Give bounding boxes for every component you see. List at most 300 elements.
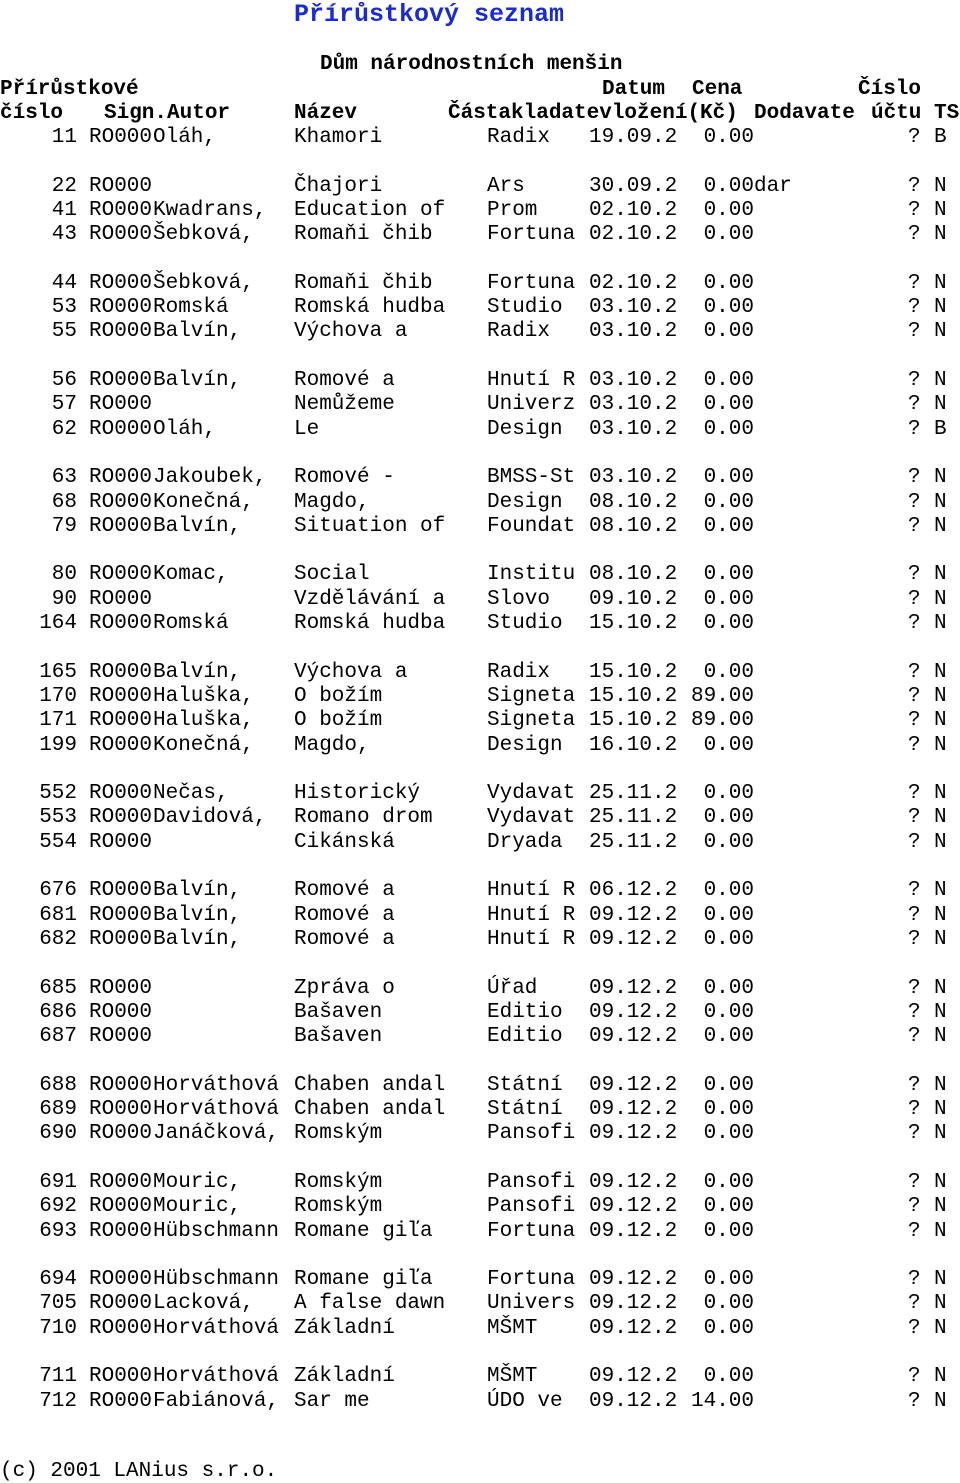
header-dodavatel: Dodavate: [754, 102, 855, 125]
cell-cislo: 57: [51, 393, 77, 417]
cell-ts: N: [934, 612, 947, 635]
cell-cislo-uctu: ?: [908, 1195, 921, 1219]
cell-nakladatel: Úřad: [487, 976, 538, 1000]
list-row: [0, 199, 960, 223]
cell-ts: N: [934, 1219, 947, 1243]
cell-cena: 0.00: [703, 174, 754, 198]
list-row: [0, 1317, 960, 1341]
cell-cena: 0.00: [703, 126, 754, 149]
list-row: [0, 588, 960, 612]
cell-cislo: 22: [51, 174, 77, 198]
cell-datum: 25.11.2: [589, 782, 678, 806]
cell-cislo: 691: [39, 1170, 77, 1194]
cell-cislo: 694: [39, 1268, 77, 1292]
cell-nazev: Chaben andal: [294, 1073, 446, 1097]
cell-nakladatel: Dryada: [487, 830, 563, 854]
header-uctu: účtu: [871, 102, 922, 125]
cell-signatura: RO000: [89, 1268, 153, 1292]
cell-cislo-uctu: ?: [908, 320, 921, 344]
cell-datum: 09.10.2: [589, 587, 678, 611]
cell-cislo-uctu: ?: [908, 174, 921, 198]
cell-signatura: RO000: [89, 830, 153, 854]
list-row: [0, 563, 960, 587]
cell-autor: Balvín,: [153, 320, 242, 344]
list-row: [0, 369, 960, 393]
cell-cena: 0.00: [703, 1098, 754, 1121]
cell-nakladatel: Státní: [487, 1073, 563, 1097]
cell-ts: N: [934, 1389, 947, 1413]
cell-datum: 16.10.2: [589, 733, 678, 757]
cell-autor: Balvín,: [153, 514, 242, 538]
list-row: [0, 661, 960, 685]
cell-ts: N: [934, 466, 947, 490]
cell-autor: Lacková,: [153, 1292, 254, 1316]
cell-signatura: RO000: [89, 879, 153, 903]
cell-ts: N: [934, 1316, 947, 1340]
list-row: [0, 612, 960, 636]
cell-signatura: RO000: [89, 490, 153, 514]
header-datum: Datum: [602, 78, 666, 101]
cell-cislo: 686: [39, 1000, 77, 1024]
cell-cislo-uctu: ?: [908, 879, 921, 903]
cell-nakladatel: Slovo: [487, 587, 551, 611]
list-row: [0, 1098, 960, 1122]
cell-cena: 0.00: [703, 563, 754, 587]
cell-datum: 08.10.2: [589, 490, 678, 514]
cell-datum: 09.12.2: [589, 1316, 678, 1340]
list-row: [0, 515, 960, 539]
cell-ts: N: [934, 709, 947, 733]
cell-nakladatel: Radix: [487, 320, 551, 344]
cell-cislo: 79: [51, 514, 77, 538]
cell-cena: 0.00: [703, 927, 754, 951]
cell-nazev: Historický: [294, 782, 421, 806]
list-row: [0, 806, 960, 830]
cell-nakladatel: Univerz: [487, 393, 576, 417]
cell-autor: Jakoubek,: [153, 466, 267, 490]
cell-ts: N: [934, 830, 947, 854]
cell-datum: 09.12.2: [589, 1195, 678, 1219]
cell-datum: 06.12.2: [589, 879, 678, 903]
cell-signatura: RO000: [89, 1365, 153, 1389]
cell-ts: N: [934, 1365, 947, 1389]
list-row: [0, 1171, 960, 1195]
cell-signatura: RO000: [89, 514, 153, 538]
header-prirustkove: Přírůstkové: [0, 78, 139, 101]
cell-cislo: 693: [39, 1219, 77, 1243]
cell-datum: 03.10.2: [589, 393, 678, 417]
cell-autor: Fabiánová,: [153, 1389, 280, 1413]
list-row: [0, 1025, 960, 1049]
cell-nazev: Romaňi čhib: [294, 223, 433, 247]
cell-cena: 0.00: [703, 1316, 754, 1340]
cell-datum: 09.12.2: [589, 1073, 678, 1097]
cell-datum: 09.12.2: [589, 1292, 678, 1316]
cell-signatura: RO000: [89, 733, 153, 757]
header-ts: TS: [934, 102, 960, 125]
cell-signatura: RO000: [89, 466, 153, 490]
header-cislo-uctu: Číslo: [858, 78, 922, 101]
cell-nazev: Nemůžeme: [294, 393, 395, 417]
cell-ts: N: [934, 903, 947, 927]
cell-signatura: RO000: [89, 684, 153, 708]
cell-cena: 0.00: [703, 612, 754, 635]
cell-cena: 0.00: [703, 223, 754, 247]
cell-datum: 08.10.2: [589, 563, 678, 587]
cell-nakladatel: Univers: [487, 1292, 576, 1316]
cell-ts: N: [934, 174, 947, 198]
cell-autor: Balvín,: [153, 660, 242, 684]
cell-cena: 0.00: [703, 369, 754, 392]
cell-ts: B: [934, 417, 947, 441]
header-cena: Cena: [692, 78, 743, 101]
cell-autor: Romská: [153, 296, 229, 320]
page-subtitle: Dům národnostních menšin: [320, 53, 623, 76]
cell-nazev: Vzdělávání a: [294, 587, 446, 611]
cell-nakladatel: Editio: [487, 1025, 563, 1049]
cell-nazev: Základní: [294, 1365, 395, 1389]
cell-datum: 09.12.2: [589, 1389, 678, 1413]
cell-datum: 09.12.2: [589, 976, 678, 1000]
cell-cislo: 710: [39, 1316, 77, 1340]
cell-ts: N: [934, 223, 947, 247]
cell-cislo: 553: [39, 806, 77, 830]
cell-nazev: Education of: [294, 198, 446, 222]
cell-cislo: 80: [51, 563, 77, 587]
cell-cislo-uctu: ?: [908, 733, 921, 757]
cell-datum: 09.12.2: [589, 1268, 678, 1292]
cell-nakladatel: Design: [487, 417, 563, 441]
cell-cena: 0.00: [703, 660, 754, 684]
cell-nazev: Romaňi čhib: [294, 271, 433, 295]
cell-signatura: RO000: [89, 1000, 153, 1024]
cell-ts: N: [934, 296, 947, 320]
cell-datum: 25.11.2: [589, 830, 678, 854]
cell-autor: Konečná,: [153, 490, 254, 514]
cell-nazev: Romové a: [294, 879, 395, 903]
cell-autor: Šebková,: [153, 271, 254, 295]
list-row: [0, 928, 960, 952]
cell-datum: 09.12.2: [589, 927, 678, 951]
cell-cislo: 63: [51, 466, 77, 490]
cell-signatura: RO000: [89, 1389, 153, 1413]
cell-cislo-uctu: ?: [908, 1365, 921, 1389]
cell-cislo-uctu: ?: [908, 1073, 921, 1097]
cell-autor: Davidová,: [153, 806, 267, 830]
header-cast-nakladatel-vlozeni-cena: Částakladatevložení(Kč): [448, 102, 738, 125]
cell-cislo-uctu: ?: [908, 1000, 921, 1024]
cell-cislo: 690: [39, 1122, 77, 1146]
cell-datum: 08.10.2: [589, 514, 678, 538]
cell-signatura: RO000: [89, 1025, 153, 1049]
cell-cena: 0.00: [703, 296, 754, 320]
cell-cislo-uctu: ?: [908, 927, 921, 951]
cell-datum: 15.10.2: [589, 660, 678, 684]
cell-cislo-uctu: ?: [908, 806, 921, 830]
cell-nakladatel: Radix: [487, 126, 551, 149]
cell-ts: N: [934, 976, 947, 1000]
cell-datum: 09.12.2: [589, 1219, 678, 1243]
cell-cena: 14.00: [690, 1389, 754, 1413]
cell-nakladatel: Foundat: [487, 514, 576, 538]
cell-signatura: RO000: [89, 1292, 153, 1316]
cell-cislo-uctu: ?: [908, 271, 921, 295]
cell-datum: 09.12.2: [589, 1098, 678, 1121]
cell-datum: 09.12.2: [589, 1000, 678, 1024]
cell-ts: N: [934, 1098, 947, 1121]
cell-signatura: RO000: [89, 903, 153, 927]
cell-cislo-uctu: ?: [908, 198, 921, 222]
cell-nazev: Čhajori: [294, 174, 383, 198]
cell-ts: N: [934, 1073, 947, 1097]
list-row: [0, 296, 960, 320]
cell-autor: Šebková,: [153, 223, 254, 247]
cell-dodavatel: dar: [754, 174, 792, 198]
cell-ts: N: [934, 1122, 947, 1146]
cell-nakladatel: Hnutí R: [487, 927, 576, 951]
cell-datum: 02.10.2: [589, 271, 678, 295]
cell-cena: 0.00: [703, 1025, 754, 1049]
cell-cislo: 68: [51, 490, 77, 514]
cell-ts: N: [934, 393, 947, 417]
cell-ts: N: [934, 806, 947, 830]
cell-nazev: Situation of: [294, 514, 446, 538]
cell-nakladatel: Vydavat: [487, 782, 576, 806]
cell-datum: 25.11.2: [589, 806, 678, 830]
cell-datum: 15.10.2: [589, 684, 678, 708]
cell-nakladatel: Hnutí R: [487, 879, 576, 903]
cell-nakladatel: ÚDO ve: [487, 1389, 563, 1413]
cell-cena: 0.00: [703, 1268, 754, 1292]
cell-cislo: 90: [51, 587, 77, 611]
cell-nazev: Cikánská: [294, 830, 395, 854]
cell-cislo: 689: [39, 1098, 77, 1121]
cell-cislo-uctu: ?: [908, 563, 921, 587]
cell-cislo: 681: [39, 903, 77, 927]
cell-nakladatel: Signeta: [487, 684, 576, 708]
cell-signatura: RO000: [89, 369, 153, 392]
list-row: [0, 977, 960, 1001]
cell-cena: 0.00: [703, 198, 754, 222]
cell-ts: N: [934, 1000, 947, 1024]
cell-nazev: Magdo,: [294, 733, 370, 757]
cell-nakladatel: Studio: [487, 296, 563, 320]
cell-signatura: RO000: [89, 393, 153, 417]
cell-cislo-uctu: ?: [908, 466, 921, 490]
cell-nakladatel: Hnutí R: [487, 903, 576, 927]
cell-nazev: Bašaven: [294, 1000, 383, 1024]
cell-autor: Janáčková,: [153, 1122, 280, 1146]
cell-cena: 0.00: [703, 271, 754, 295]
list-row: [0, 466, 960, 490]
cell-nazev: Romane giľa: [294, 1219, 433, 1243]
cell-ts: N: [934, 320, 947, 344]
cell-autor: Horváthová: [153, 1073, 280, 1097]
cell-nakladatel: MŠMT: [487, 1316, 538, 1340]
cell-autor: Oláh,: [153, 417, 217, 441]
cell-datum: 03.10.2: [589, 369, 678, 392]
cell-ts: N: [934, 660, 947, 684]
cell-cena: 0.00: [703, 903, 754, 927]
cell-autor: Mouric,: [153, 1195, 242, 1219]
cell-nazev: Výchova a: [294, 320, 408, 344]
cell-cislo-uctu: ?: [908, 514, 921, 538]
cell-signatura: RO000: [89, 1122, 153, 1146]
cell-cislo: 554: [39, 830, 77, 854]
list-row: [0, 491, 960, 515]
list-row: [0, 1365, 960, 1389]
cell-ts: N: [934, 927, 947, 951]
cell-autor: Oláh,: [153, 126, 217, 149]
cell-cislo-uctu: ?: [908, 830, 921, 854]
cell-cislo: 164: [39, 612, 77, 635]
cell-datum: 09.12.2: [589, 1025, 678, 1049]
cell-nazev: Romská hudba: [294, 612, 446, 635]
list-row: [0, 1292, 960, 1316]
cell-ts: N: [934, 733, 947, 757]
cell-autor: Hübschmann: [153, 1219, 280, 1243]
cell-datum: 19.09.2: [589, 126, 678, 149]
list-row: [0, 126, 960, 150]
list-row: [0, 223, 960, 247]
cell-nakladatel: Fortuna: [487, 1268, 576, 1292]
cell-cislo: 55: [51, 320, 77, 344]
cell-signatura: RO000: [89, 1316, 153, 1340]
list-row: [0, 418, 960, 442]
cell-cislo-uctu: ?: [908, 1219, 921, 1243]
cell-nakladatel: Fortuna: [487, 223, 576, 247]
cell-cena: 0.00: [703, 417, 754, 441]
cell-signatura: RO000: [89, 198, 153, 222]
cell-cislo: 53: [51, 296, 77, 320]
cell-nakladatel: Design: [487, 490, 563, 514]
cell-nakladatel: Fortuna: [487, 271, 576, 295]
list-row: [0, 175, 960, 199]
cell-signatura: RO000: [89, 1073, 153, 1097]
cell-cislo-uctu: ?: [908, 1098, 921, 1121]
cell-nazev: Romským: [294, 1122, 383, 1146]
cell-nakladatel: Signeta: [487, 709, 576, 733]
cell-ts: N: [934, 1025, 947, 1049]
cell-signatura: RO000: [89, 782, 153, 806]
cell-autor: Balvín,: [153, 927, 242, 951]
cell-nakladatel: Fortuna: [487, 1219, 576, 1243]
cell-nazev: Chaben andal: [294, 1098, 446, 1121]
cell-autor: Romská: [153, 612, 229, 635]
cell-autor: Mouric,: [153, 1170, 242, 1194]
cell-nakladatel: BMSS-St: [487, 466, 576, 490]
cell-ts: N: [934, 684, 947, 708]
cell-cislo: 11: [51, 126, 77, 149]
cell-cislo-uctu: ?: [908, 126, 921, 149]
cell-signatura: RO000: [89, 417, 153, 441]
cell-nazev: Social: [294, 563, 370, 587]
cell-nakladatel: Institu: [487, 563, 576, 587]
cell-cena: 0.00: [703, 1073, 754, 1097]
cell-cena: 0.00: [703, 1000, 754, 1024]
cell-cislo-uctu: ?: [908, 296, 921, 320]
cell-nakladatel: Hnutí R: [487, 369, 576, 392]
cell-datum: 02.10.2: [589, 223, 678, 247]
cell-nazev: Romano drom: [294, 806, 433, 830]
cell-nazev: Le: [294, 417, 320, 441]
page-title: Přírůstkový seznam: [294, 0, 565, 29]
cell-nazev: Khamori: [294, 126, 383, 149]
cell-cena: 0.00: [703, 466, 754, 490]
cell-cislo-uctu: ?: [908, 587, 921, 611]
list-row: [0, 782, 960, 806]
header-nazev: Název: [294, 102, 358, 125]
cell-cislo-uctu: ?: [908, 1389, 921, 1413]
list-row: [0, 320, 960, 344]
cell-ts: N: [934, 1170, 947, 1194]
cell-nazev: Bašaven: [294, 1025, 383, 1049]
cell-nakladatel: MŠMT: [487, 1365, 538, 1389]
cell-ts: N: [934, 1268, 947, 1292]
cell-ts: N: [934, 879, 947, 903]
cell-cislo: 687: [39, 1025, 77, 1049]
cell-signatura: RO000: [89, 223, 153, 247]
cell-datum: 09.12.2: [589, 903, 678, 927]
cell-cislo-uctu: ?: [908, 612, 921, 635]
cell-nakladatel: Studio: [487, 612, 563, 635]
cell-ts: N: [934, 514, 947, 538]
cell-cena: 89.00: [690, 709, 754, 733]
cell-cislo: 56: [51, 369, 77, 392]
list-row: [0, 272, 960, 296]
cell-cena: 0.00: [703, 1219, 754, 1243]
cell-cislo: 165: [39, 660, 77, 684]
cell-datum: 15.10.2: [589, 709, 678, 733]
cell-nazev: Základní: [294, 1316, 395, 1340]
cell-cislo-uctu: ?: [908, 976, 921, 1000]
list-row: [0, 1001, 960, 1025]
cell-cislo: 170: [39, 684, 77, 708]
cell-cislo: 62: [51, 417, 77, 441]
cell-nazev: Zpráva o: [294, 976, 395, 1000]
header-cislo: číslo: [0, 102, 64, 125]
cell-cena: 0.00: [703, 976, 754, 1000]
cell-datum: 09.12.2: [589, 1170, 678, 1194]
cell-cislo: 705: [39, 1292, 77, 1316]
cell-cislo-uctu: ?: [908, 393, 921, 417]
cell-cislo: 676: [39, 879, 77, 903]
cell-nazev: O božím: [294, 684, 383, 708]
list-row: [0, 1074, 960, 1098]
cell-autor: Horváthová: [153, 1365, 280, 1389]
cell-cislo-uctu: ?: [908, 1292, 921, 1316]
list-row: [0, 904, 960, 928]
cell-ts: N: [934, 782, 947, 806]
cell-cislo-uctu: ?: [908, 1268, 921, 1292]
cell-nazev: Romové a: [294, 927, 395, 951]
cell-ts: N: [934, 271, 947, 295]
cell-cislo: 171: [39, 709, 77, 733]
cell-cislo: 199: [39, 733, 77, 757]
cell-cislo-uctu: ?: [908, 709, 921, 733]
cell-cislo: 41: [51, 198, 77, 222]
cell-cislo: 43: [51, 223, 77, 247]
cell-signatura: RO000: [89, 1098, 153, 1121]
cell-signatura: RO000: [89, 271, 153, 295]
copyright-footer: (c) 2001 LANius s.r.o.: [0, 1460, 278, 1483]
cell-cena: 89.00: [690, 684, 754, 708]
cell-cislo-uctu: ?: [908, 1122, 921, 1146]
cell-cislo: 692: [39, 1195, 77, 1219]
cell-signatura: RO000: [89, 1170, 153, 1194]
cell-nakladatel: Státní: [487, 1098, 563, 1121]
cell-nakladatel: Radix: [487, 660, 551, 684]
